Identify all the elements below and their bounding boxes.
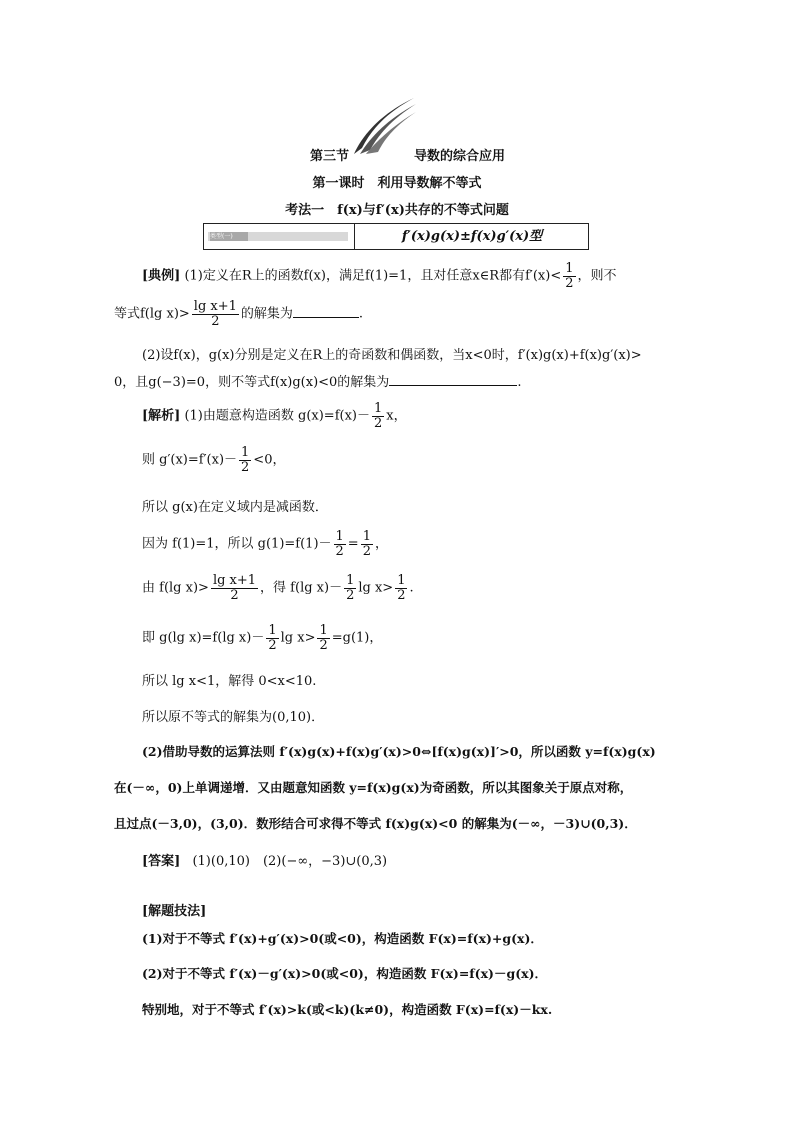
- example-line-2: [114, 300, 363, 328]
- frac-num: 1: [346, 573, 355, 588]
- frac-num: 1: [397, 573, 406, 588]
- lesson-title: 第一课时 利用导数解不等式: [312, 176, 482, 191]
- example-p2-frac: [192, 300, 239, 328]
- solution-s6-frac-2: [317, 624, 329, 652]
- method-title: 考法一 f(x)与f′(x)共存的不等式问题: [285, 203, 509, 218]
- example-line-1: [142, 262, 617, 290]
- solution-line-8: 所以原不等式的解集为(0,10)．: [142, 710, 325, 725]
- example-p1-b: ，则不: [577, 268, 617, 284]
- technique-line-2: (2)对于不等式 f′(x)－g′(x)>0(或<0)，构造函数 F(x)=f(x)－g(x)．: [142, 966, 547, 981]
- solution-s1-a: (1)由题意构造函数 g(x)=f(x)－: [184, 408, 370, 424]
- solution-label: [解析]: [142, 408, 181, 424]
- solution-line-1: [142, 402, 407, 430]
- frac-den: 2: [362, 543, 371, 559]
- section-number: 第三节: [310, 149, 350, 164]
- frac-num: lg x+1: [212, 573, 257, 588]
- section-title: 导数的综合应用: [414, 149, 506, 164]
- frac-den: 2: [373, 415, 383, 431]
- solution-line-5: [142, 574, 414, 602]
- solution-s5-frac-2: [344, 574, 356, 602]
- example-line-4: [114, 371, 521, 390]
- type-box-left: [204, 224, 355, 249]
- answer-blank-2[interactable]: [389, 373, 517, 386]
- frac-num: 1: [565, 261, 574, 276]
- solution-s4-frac-2: [361, 530, 373, 558]
- example-p2-a: 等式f(lg x)>: [114, 306, 190, 322]
- solution-s1-b: x，: [386, 408, 407, 424]
- solution-s5-d: .: [409, 580, 414, 596]
- solution-line-7: 所以 lg x<1，解得 0<x<10.: [142, 674, 317, 689]
- answer-blank-1[interactable]: [293, 305, 359, 318]
- example-label: [典例]: [142, 268, 181, 284]
- solution-line-4: [142, 530, 388, 558]
- solution-line-3: 所以 g(x)在定义域内是减函数．: [142, 500, 328, 515]
- solution-line-6: [142, 624, 382, 652]
- solution-s6-b: lg x>: [280, 630, 316, 646]
- frac-den: 2: [397, 587, 406, 603]
- solution-s5-frac-3: [395, 574, 407, 602]
- solution-s6-frac-1: [266, 624, 278, 652]
- frac-num: 1: [241, 445, 250, 460]
- frac-num: 1: [268, 623, 277, 638]
- example-line-3: (2)设f(x)，g(x)分别是定义在R上的奇函数和偶函数，当x<0时，f′(x)g(x)+f(x)g′(x)>: [142, 348, 642, 363]
- solution-line-2: [142, 446, 285, 474]
- frac-num: lg x+1: [193, 299, 237, 314]
- solution-s2-b: <0，: [253, 452, 286, 468]
- solution-s5-frac-1: [211, 574, 258, 602]
- frac-den: 2: [241, 459, 250, 475]
- frac-den: 2: [230, 587, 239, 603]
- frac-den: 2: [565, 275, 574, 291]
- solution-s5-a: 由 f(lg x)>: [142, 580, 209, 596]
- example-p4-end: .: [517, 375, 522, 390]
- frac-num: 1: [362, 529, 371, 544]
- solution-s4-a: 因为 f(1)=1，所以 g(1)=f(1)－: [142, 536, 332, 552]
- frac-den: 2: [319, 637, 328, 653]
- swoosh-logo-icon: [352, 96, 418, 156]
- example-p2-b: 的解集为: [240, 306, 293, 322]
- answer-label: [答案]: [142, 854, 181, 869]
- type-tag: [208, 232, 348, 241]
- frac-den: 2: [335, 543, 344, 559]
- solution-s1-frac: [372, 402, 384, 430]
- solution-line-11: 且过点(－3,0)，(3,0)．数形结合可求得不等式 f(x)g(x)<0 的解集为(－∞，－3)∪(0,3)．: [114, 816, 637, 831]
- frac-den: 2: [211, 313, 220, 329]
- frac-num: 1: [335, 529, 344, 544]
- solution-s4-b: =: [347, 536, 359, 552]
- solution-s5-c: lg x>: [358, 580, 394, 596]
- frac-den: 2: [346, 587, 355, 603]
- type-box-title: f′(x)g(x)±f(x)g′(x)型: [401, 229, 543, 244]
- solution-s2-frac: [239, 446, 251, 474]
- frac-den: 2: [268, 637, 277, 653]
- solution-s2-a: 则 g′(x)=f′(x)－: [142, 452, 238, 468]
- frac-num: 1: [373, 401, 383, 416]
- example-p1-a: (1)定义在R上的函数f(x)，满足f(1)=1，且对任意x∈R都有f′(x)<: [184, 268, 562, 284]
- frac-num: 1: [319, 623, 328, 638]
- type-box: [203, 223, 589, 250]
- solution-line-10: 在(－∞，0)上单调递增．又由题意知函数 y=f(x)g(x)为奇函数，所以其图象关于原点对称，: [114, 780, 633, 795]
- solution-line-9: (2)借助导数的运算法则 f′(x)g(x)+f(x)g′(x)>0⇔[f(x)g(x)]′>0，所以函数 y=f(x)g(x): [142, 744, 656, 759]
- solution-s4-c: ，: [374, 536, 388, 552]
- answer-line: [142, 850, 387, 869]
- example-p4-a: 0，且g(−3)=0，则不等式f(x)g(x)<0的解集为: [114, 375, 390, 390]
- technique-line-1: (1)对于不等式 f′(x)+g′(x)>0(或<0)，构造函数 F(x)=f(x)+g(x)．: [142, 931, 543, 946]
- answer-text: (1)(0,10) (2)(−∞，−3)∪(0,3): [192, 854, 388, 869]
- solution-s5-b: ，得 f(lg x)－: [260, 580, 343, 596]
- technique-label: [解题技法]: [142, 904, 207, 919]
- technique-line-3: 特别地，对于不等式 f′(x)>k(或<k)(k≠0)，构造函数 F(x)=f(x)－kx.: [142, 1002, 553, 1017]
- solution-s4-frac-1: [334, 530, 346, 558]
- solution-s6-a: 即 g(lg x)=f(lg x)－: [142, 630, 265, 646]
- solution-s6-c: =g(1)，: [331, 630, 383, 646]
- example-p1-frac: [563, 262, 575, 290]
- type-tag-label: 类型(一): [210, 232, 248, 241]
- example-p2-end: .: [358, 306, 364, 322]
